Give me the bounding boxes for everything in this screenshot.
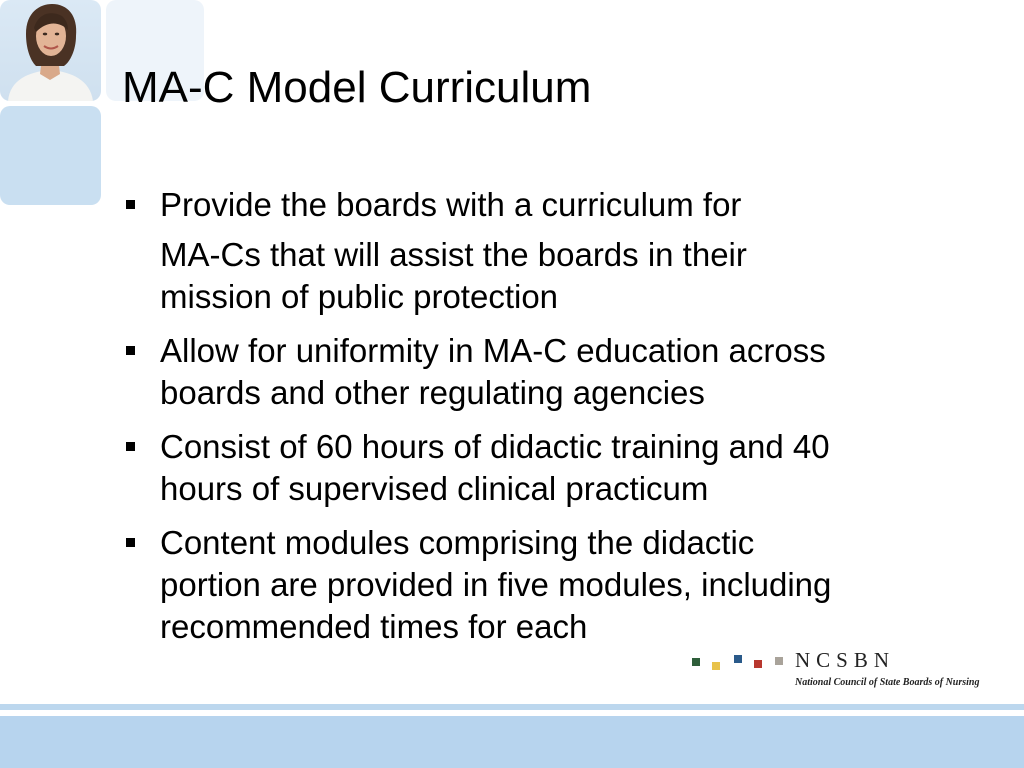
logo-square (734, 655, 742, 663)
square-bullet-icon (126, 442, 135, 451)
logo-name: NCSBN (795, 648, 896, 672)
bullet-line: Provide the boards with a curriculum for (160, 186, 742, 223)
bullet-item (122, 184, 982, 318)
slide-title: MA-C Model Curriculum (122, 63, 592, 112)
bullet-line: Content modules comprising the didactic (160, 524, 755, 561)
bullet-line: MA-Cs that will assist the boards in their (160, 236, 747, 273)
logo-square (754, 660, 762, 668)
bullet-line: Allow for uniformity in MA-C education across (160, 332, 826, 369)
logo-square (692, 658, 700, 666)
bullet-line: mission of public protection (160, 278, 559, 315)
square-bullet-icon (126, 538, 135, 547)
footer-band-thin (0, 704, 1024, 710)
bullet-item (122, 426, 982, 510)
square-bullet-icon (126, 200, 135, 209)
bullet-line: Consist of 60 hours of didactic training and 40 (160, 428, 830, 465)
square-bullet-icon (126, 346, 135, 355)
footer-band (0, 716, 1024, 768)
woman-portrait-icon (0, 0, 101, 101)
bullet-item (122, 330, 982, 414)
ncsbn-logo (692, 650, 982, 692)
logo-subtitle: National Council of State Boards of Nursing (795, 677, 980, 688)
bullet-line: boards and other regulating agencies (160, 374, 705, 411)
bullet-line: hours of supervised clinical practicum (160, 470, 709, 507)
bullet-item (122, 522, 982, 648)
bullet-list (122, 184, 982, 660)
decorative-tile-blue (0, 106, 101, 205)
bullet-line: recommended times for each (160, 608, 588, 645)
logo-square (775, 657, 783, 665)
portrait-photo (0, 0, 101, 101)
bullet-line: portion are provided in five modules, including (160, 566, 832, 603)
logo-square (712, 662, 720, 670)
